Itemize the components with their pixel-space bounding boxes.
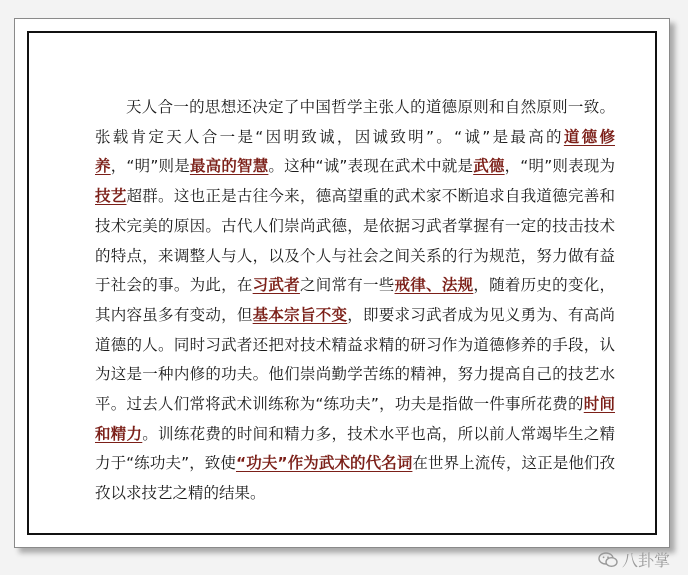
text-segment: ，即要求习武者成为见义勇为、有高尚道德的人。同时习武者还把对技术精益求精的研习作为道德修养的手段，认为这是一种内修的功夫。他们崇尚勤学苦练的精神，努力提高自己的技艺水平。过去人们常将武术训练称为“练功夫”，功夫是指做一件事所花费的 bbox=[95, 305, 615, 414]
text-segment: ，随着历史的变化，其内容虽多有变动，但 bbox=[95, 276, 615, 324]
text-segment: 天人合一的思想还决定了中国哲学主张人的道德原则和自然原则一致。张载肯定天人合一是“因明致诚，因诚致明”。“诚”是最高的 bbox=[95, 98, 615, 146]
highlighted-term: 时间和精力 bbox=[95, 395, 615, 443]
wechat-watermark bbox=[598, 548, 670, 571]
highlighted-term: 道德修养 bbox=[95, 127, 615, 176]
text-segment: 。这种“诚”表现在武术中就是 bbox=[268, 157, 474, 176]
highlighted-term: 戒律、法规 bbox=[394, 276, 474, 295]
text-segment: 之间常有一些 bbox=[299, 276, 395, 295]
text-segment: ，“明”则表现为 bbox=[504, 157, 615, 176]
highlighted-term: 基本宗旨不变 bbox=[252, 305, 348, 324]
wechat-icon bbox=[598, 552, 618, 568]
text-segment: 。训练花费的时间和精力多，技术水平也高，所以前人常竭毕生之精力于“练功夫”，致使 bbox=[95, 424, 615, 473]
highlighted-term: 武德 bbox=[473, 157, 505, 176]
highlighted-term: 最高的智慧 bbox=[189, 157, 269, 176]
document-page bbox=[14, 18, 670, 548]
article-paragraph bbox=[95, 93, 615, 509]
text-segment: 超群。这也正是古往今来，德高望重的武术家不断追求自我道德完善和技术完美的原因。古代人们崇尚武德，是依据习武者掌握有一定的技击技术的特点，来调整人与人，以及个人与社会之间关系的行为规范，努力做有益于社会的事。为此，在 bbox=[95, 187, 615, 295]
watermark-text: 八卦掌 bbox=[621, 551, 670, 570]
highlighted-term: 技艺 bbox=[95, 187, 127, 206]
text-segment: 在世界上流传，这正是他们孜孜以求技艺之精的结果。 bbox=[95, 454, 615, 503]
highlighted-term: 习武者 bbox=[252, 276, 300, 295]
highlighted-term: “功夫”作为武术的代名词 bbox=[235, 454, 413, 473]
text-segment: ，“明”则是 bbox=[110, 157, 190, 176]
